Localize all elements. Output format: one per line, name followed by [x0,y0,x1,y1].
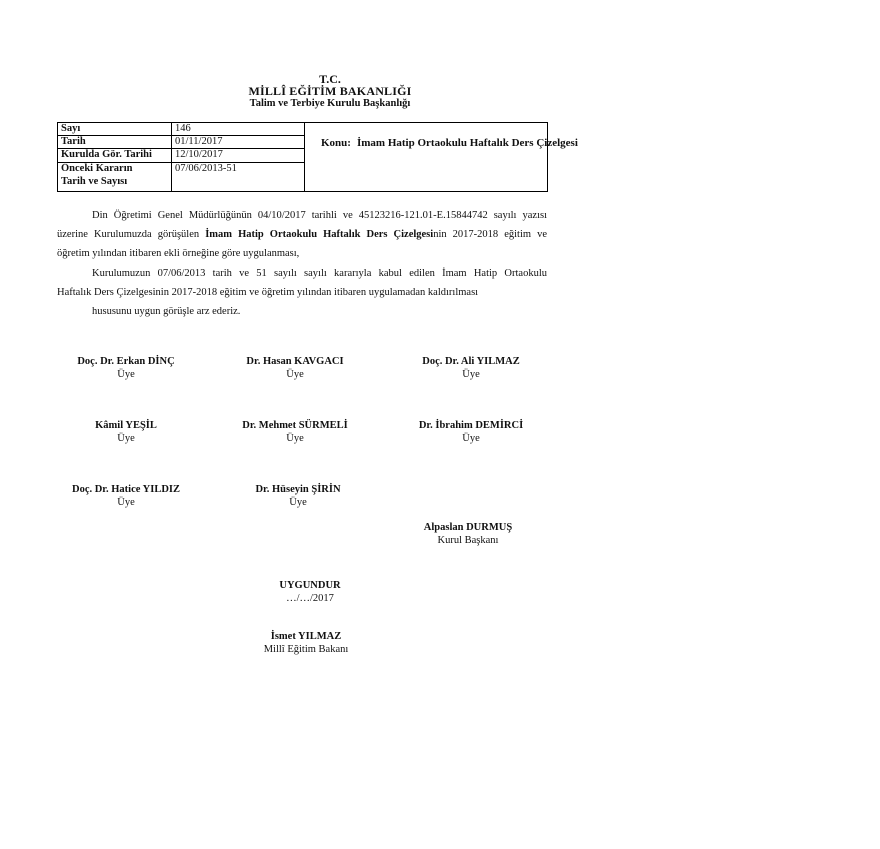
meta-label-tarih: Tarih [61,136,86,147]
subject-label: Konu: [321,137,351,149]
meta-label-tarih-ve-sayisi: Tarih ve Sayısı [61,176,128,187]
signatory-name: Doç. Dr. Ali YILMAZ [422,356,520,367]
meta-label-sayi: Sayı [61,123,81,134]
signatory-name: Dr. Mehmet SÜRMELİ [242,420,348,431]
signatory-name: Doç. Dr. Hatice YILDIZ [71,484,180,495]
minister-role: Millî Eğitim Bakanı [263,644,349,655]
header-tc: T.C. [319,72,341,86]
signature-block [36,483,216,509]
signatory-name: Dr. Hüseyin ŞİRİN [255,484,341,495]
signature-block [205,419,385,445]
paragraph-2-line-1: Kurulumuzun 07/06/2013 tarih ve 51 sayılı sayılı kararıyla kabul edilen İmam Hatip Ortaokulu [92,268,547,279]
signatory-role: Üye [117,497,135,508]
meta-value-tarih: 01/11/2017 [175,136,223,147]
signatory-name: Dr. İbrahim DEMİRCİ [418,420,524,431]
paragraph-2 [57,264,547,302]
paragraph-2-line-2: Haftalık Ders Çizelgesinin 2017-2018 eğitim ve öğretim yılından itibaren uygulamadan kaldırılması [57,287,479,298]
signatory-role: Üye [117,369,135,380]
meta-value-onceki-karar: 07/06/2013-51 [175,163,237,174]
paragraph-1-text-b: nin 2017-2018 eğitim ve [433,229,548,240]
signatory-name: Dr. Hasan KAVGACI [246,356,344,367]
signatory-role: Üye [286,369,304,380]
meta-label-kurulda-gor-tarihi: Kurulda Gör. Tarihi [61,149,152,160]
signatory-name: Kâmil YEŞİL [95,420,157,431]
meta-value-sayi: 146 [175,123,191,134]
approval-block [220,579,400,605]
approval-label: UYGUNDUR [279,580,341,591]
approval-date: …/…/2017 [286,593,334,604]
signature-block [205,355,385,381]
signature-block [381,419,561,445]
paragraph-1-line-2 [57,225,547,244]
meta-value-kurulda-gor-tarihi: 12/10/2017 [175,149,223,160]
paragraph-3-line-1: hususunu uygun görüşle arz ederiz. [92,306,241,317]
signature-block [36,355,216,381]
signatory-role: Üye [289,497,307,508]
subject-value: İmam Hatip Ortaokulu Haftalık Ders Çizelgesi [356,137,578,149]
signatory-name: Doç. Dr. Erkan DİNÇ [77,356,175,367]
signatory-role: Üye [117,433,135,444]
header-ministry: MİLLÎ EĞİTİM BAKANLIĞI [248,84,412,98]
signature-block [36,419,216,445]
paragraph-1-subject-bold: İmam Hatip Ortaokulu Haftalık Ders Çizelgesi [205,229,434,240]
signatory-role: Üye [462,369,480,380]
minister-signature-block [216,630,396,656]
subject-line [321,137,578,149]
signature-block [208,483,388,509]
signature-block [381,355,561,381]
chairman-name: Alpaslan DURMUŞ [423,522,513,533]
chairman-signature-block [378,521,558,547]
meta-label-onceki-kararin: Önceki Kararın [61,163,133,174]
minister-name: İsmet YILMAZ [270,631,342,642]
chairman-role: Kurul Başkanı [437,535,499,546]
paragraph-3 [57,302,547,321]
header-board: Talim ve Terbiye Kurulu Başkanlığı [249,98,411,109]
paragraph-1-text-a: üzerine Kurulumuzda görüşülen [57,229,206,240]
decision-meta-table [57,122,578,192]
signatory-role: Üye [462,433,480,444]
paragraph-1 [57,206,547,263]
signatory-role: Üye [286,433,304,444]
paragraph-1-line-1: Din Öğretimi Genel Müdürlüğünün 04/10/2017 tarihli ve 45123216-121.01-E.15844742 sayılı yazısı [92,210,547,221]
paragraph-1-line-3: öğretim yılından itibaren ekli örneğine göre uygulanması, [57,248,300,259]
